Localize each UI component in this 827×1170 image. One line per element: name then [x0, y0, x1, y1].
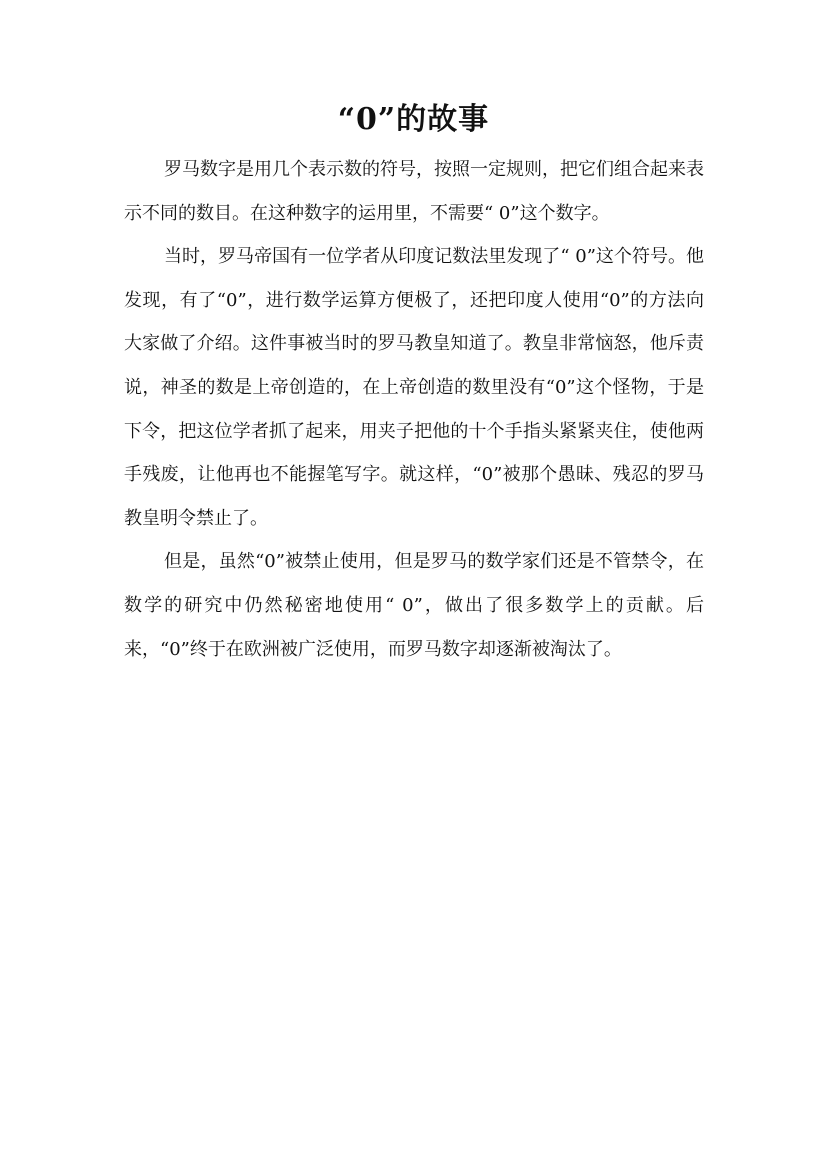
document-title: “0”的故事: [337, 102, 490, 137]
document-body: [124, 148, 704, 671]
paragraph-3: 但是，虽然“0”被禁止使用，但是罗马的数学家们还是不管禁令，在数学的研究中仍然秘密地使用“ 0”，做出了很多数学上的贡献。后来，“0”终于在欧洲被广泛使用，而罗马数字却逐渐被淘汰了。: [124, 551, 704, 660]
paragraph-2: 当时，罗马帝国有一位学者从印度记数法里发现了“ 0”这个符号。他发现，有了“0”，进行数学运算方便极了，还把印度人使用“0”的方法向大家做了介绍。这件事被当时的罗马教皇知道了。教皇非常恼怒，他斥责说，神圣的数是上帝创造的，在上帝创造的数里没有“0”这个怪物，于是下令，把这位学者抓了起来，用夹子把他的十个手指头紧紧夹住，使他两手残废，让他再也不能握笔写字。就这样，“0”被那个愚昧、残忍的罗马教皇明令禁止了。: [124, 246, 704, 529]
paragraph-1: 罗马数字是用几个表示数的符号，按照一定规则，把它们组合起来表示不同的数目。在这种数字的运用里，不需要“ 0”这个数字。: [124, 159, 704, 224]
